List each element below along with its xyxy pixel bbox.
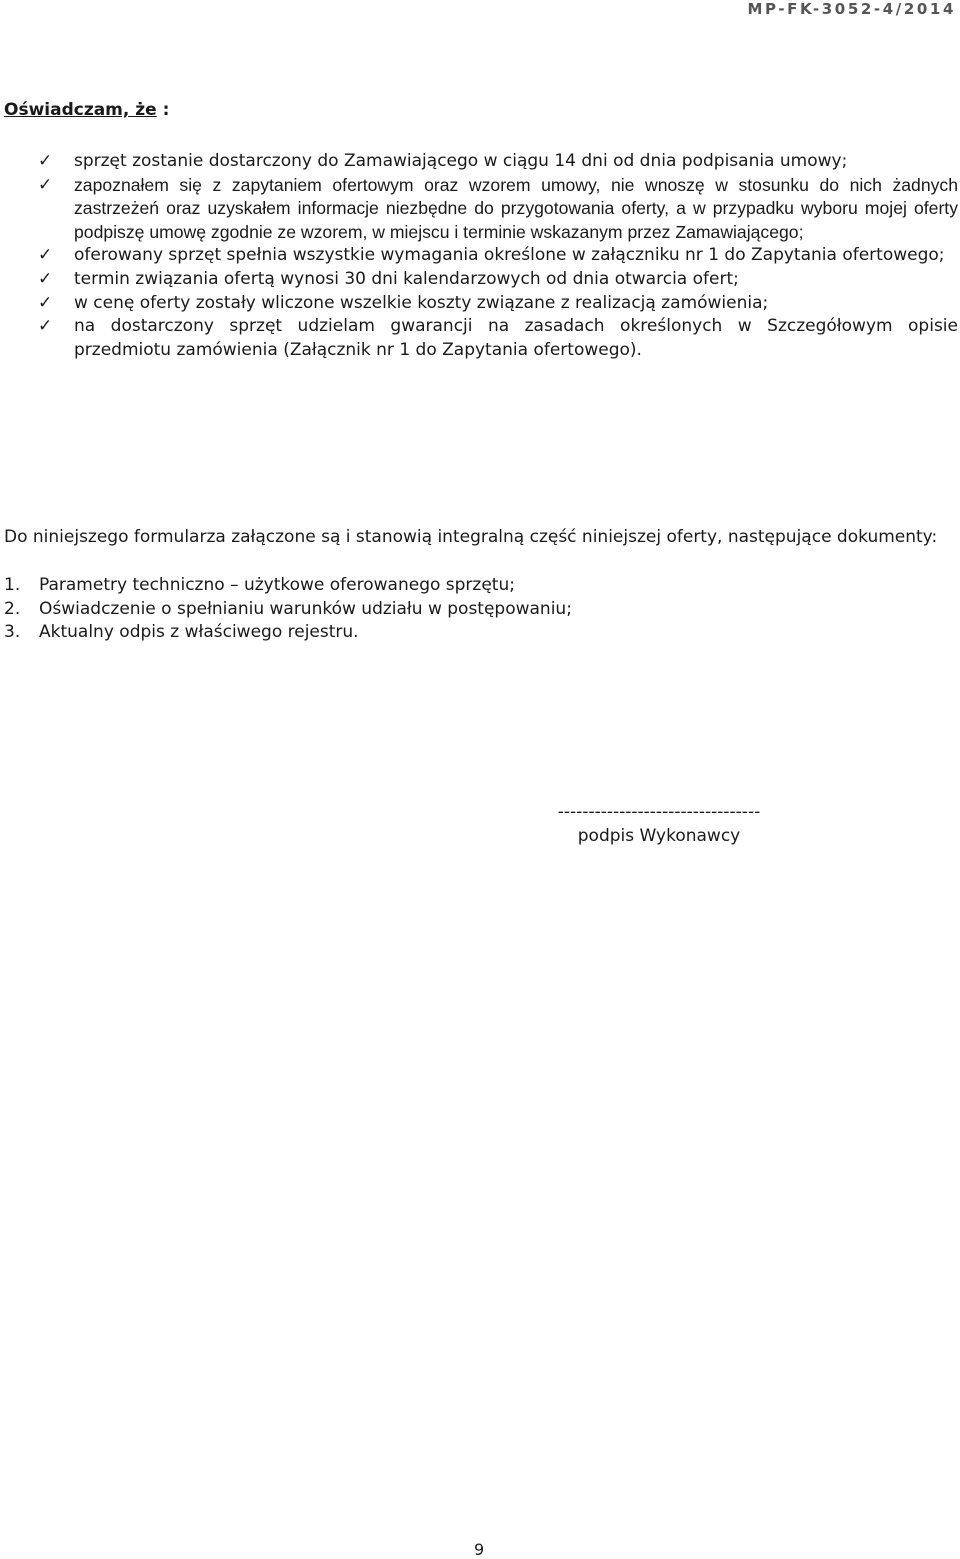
declaration-item-text: oferowany sprzęt spełnia wszystkie wymagania określone w załączniku nr 1 do Zapytania ofertowego; [74,245,945,266]
checkmark-icon: ✓ [38,268,53,289]
attachment-number: 3. [4,622,21,643]
document-reference-number: MP-FK-3052-4/2014 [747,0,956,18]
declaration-heading-suffix: : [156,100,170,120]
attachments-intro: Do niniejszego formularza załączone są i stanowią integralną część niniejszej oferty, następujące dokumenty: [4,527,938,547]
attachment-number: 2. [4,598,21,619]
declaration-item [38,292,958,316]
attachments-list [4,574,572,645]
signature-block [532,802,786,847]
attachment-number: 1. [4,575,21,595]
declaration-item [38,315,958,362]
declaration-item-text: na dostarczony sprzęt udzielam gwarancji na zasadach określonych w Szczegółowym opisie przedmiotu zamówienia (Załącznik nr 1 do Zapytania ofertowego). [74,316,958,360]
declaration-item [38,268,958,292]
attachment-text: Oświadczenie o spełnianiu warunków udziału w postępowaniu; [39,598,572,619]
checkmark-icon: ✓ [38,316,53,337]
declaration-heading-text: Oświadczam, że [4,100,157,120]
declaration-item [38,150,958,174]
signature-line: --------------------------------- [557,802,761,822]
checkmark-icon: ✓ [38,292,53,313]
attachment-item [4,621,572,645]
declaration-item-text: sprzęt zostanie dostarczony do Zamawiającego w ciągu 14 dni od dnia podpisania umowy; [74,151,848,171]
declaration-item [38,244,958,268]
declaration-item-text: w cenę oferty zostały wliczone wszelkie koszty związane z realizacją zamówienia; [74,292,769,313]
signature-label: podpis Wykonawcy [577,826,741,846]
checkmark-icon: ✓ [38,245,53,266]
declaration-item-text: zapoznałem się z zapytaniem ofertowym oraz wzorem umowy, nie wnoszę w stosunku do nich żadnych zastrzeżeń oraz uzyskałem informacje niezbędne do przygotowania oferty, a w przypadku wyboru mojej oferty podpiszę umowę zgodnie ze wzorem, w miejscu i terminie wskazanym przez Zamawiającego; [74,174,958,242]
declaration-item [38,174,958,245]
checkmark-icon: ✓ [38,151,53,171]
page-number: 9 [474,1540,485,1559]
declaration-item-text: termin związania ofertą wynosi 30 dni kalendarzowych od dnia otwarcia ofert; [74,268,739,289]
attachment-item [4,598,572,622]
declaration-list [38,150,958,362]
attachment-item [4,574,572,598]
attachment-text: Parametry techniczno – użytkowe oferowanego sprzętu; [39,575,515,595]
checkmark-icon: ✓ [38,174,53,195]
attachment-text: Aktualny odpis z właściwego rejestru. [39,622,359,643]
declaration-heading [4,100,169,120]
